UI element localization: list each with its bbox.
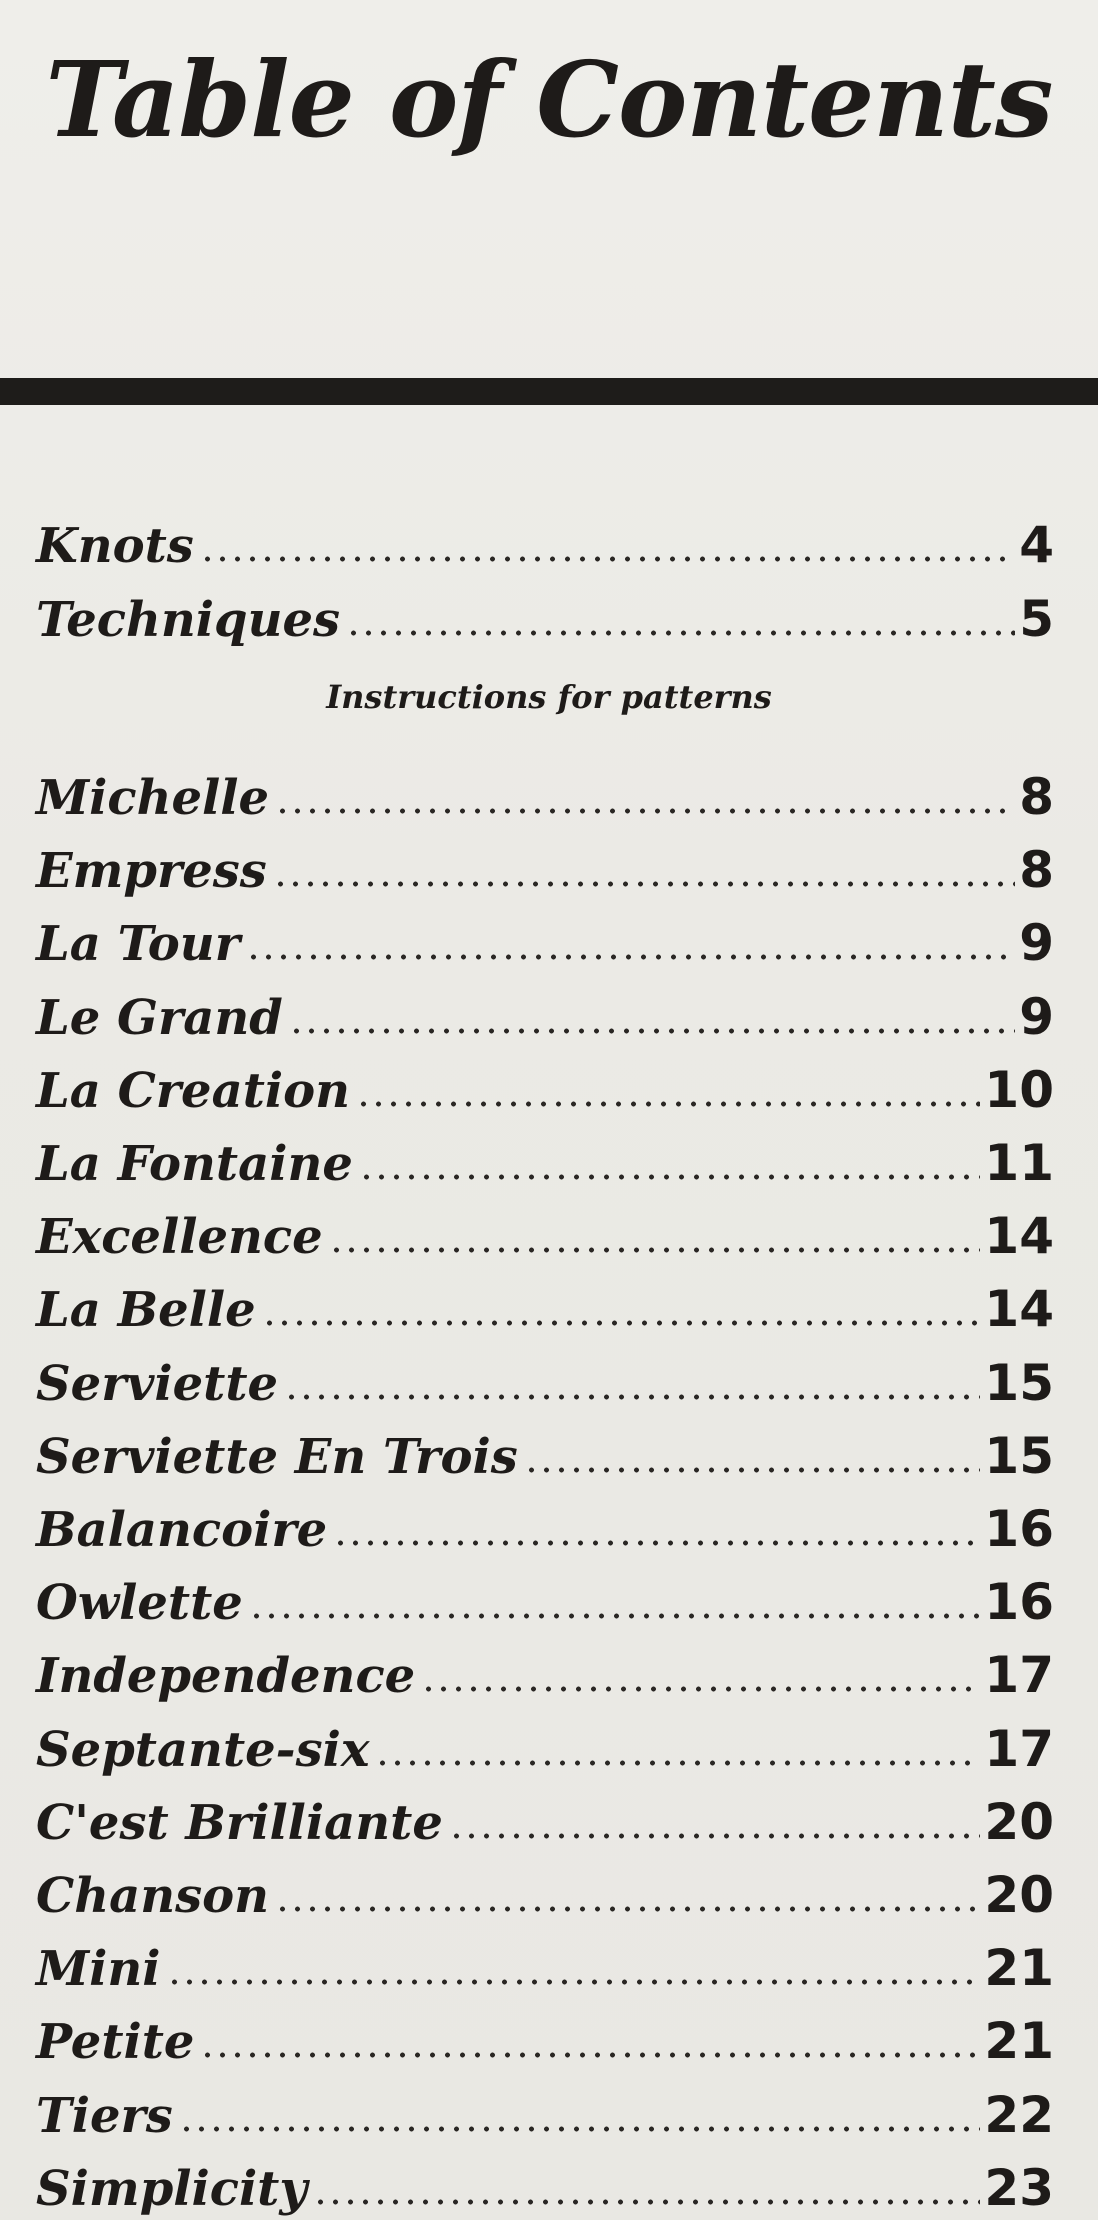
toc-entry-title: Empress <box>36 843 267 900</box>
toc-entry-page-number: 9 <box>1019 987 1054 1046</box>
dot-leader <box>200 556 1015 562</box>
toc-entry-page-number: 16 <box>984 1500 1054 1558</box>
toc-entry-title: Septante-six <box>36 1721 370 1778</box>
toc-entry <box>36 2068 1054 2144</box>
dot-leader <box>346 630 1015 636</box>
dot-leader <box>246 954 1015 960</box>
toc-entry-page-number: 20 <box>984 1792 1054 1851</box>
toc-entry-page-number: 21 <box>984 2012 1054 2071</box>
dot-leader <box>356 1101 980 1107</box>
toc-entry-page-number: 23 <box>984 2158 1054 2217</box>
toc-entry <box>36 823 1054 900</box>
dot-leader <box>262 1320 981 1326</box>
dot-leader <box>333 1540 980 1546</box>
dot-leader <box>329 1247 981 1253</box>
toc-entry-page-number: 22 <box>984 2085 1054 2144</box>
dot-leader <box>275 1906 980 1912</box>
toc-entry-title: La Belle <box>36 1282 256 1339</box>
toc-entry-title: Michelle <box>36 770 270 826</box>
header-divider <box>0 378 1098 405</box>
dot-leader <box>249 1613 981 1619</box>
dot-leader <box>359 1174 981 1180</box>
toc-entry-page-number: 11 <box>984 1134 1054 1192</box>
dot-leader <box>275 808 1015 814</box>
toc-entry <box>36 1848 1054 1924</box>
toc-entry-title: Serviette <box>36 1355 279 1412</box>
dot-leader <box>200 2052 980 2058</box>
toc-entry-page-number: 8 <box>1019 768 1054 826</box>
toc-entry-page-number: 5 <box>1019 590 1054 648</box>
toc-entry-page-number: 16 <box>984 1573 1054 1632</box>
toc-entry-page-number: 14 <box>984 1280 1054 1339</box>
toc-entry <box>36 2141 1054 2217</box>
dot-leader <box>167 1979 981 1985</box>
toc-entry <box>36 1409 1054 1485</box>
toc-entry <box>36 1043 1054 1119</box>
toc-entry <box>36 1482 1054 1558</box>
toc-entry <box>36 498 1054 574</box>
toc-entry <box>36 970 1054 1046</box>
toc-entry-title: La Tour <box>36 916 240 973</box>
toc-entry-title: La Fontaine <box>36 1136 353 1192</box>
toc-entry <box>36 1555 1054 1632</box>
toc-entry-title: Le Grand <box>36 989 283 1046</box>
toc-entry-page-number: 4 <box>1019 516 1054 574</box>
dot-leader <box>375 1760 980 1766</box>
toc-entry-page-number: 10 <box>984 1060 1054 1119</box>
dot-leader <box>179 2126 981 2132</box>
toc-entry <box>36 1994 1054 2071</box>
toc-entry-title: Chanson <box>36 1868 270 1924</box>
toc-entry-title: Simplicity <box>36 2160 308 2217</box>
toc-entry-title: Excellence <box>36 1209 323 1266</box>
dot-leader <box>421 1686 980 1692</box>
toc-entry <box>36 572 1054 648</box>
toc-entry-title: Owlette <box>36 1575 243 1632</box>
dot-leader <box>273 881 1015 887</box>
toc-entry-page-number: 14 <box>984 1207 1054 1266</box>
patterns-subheading: Instructions for patterns <box>326 678 772 716</box>
toc-entry-page-number: 21 <box>984 1939 1054 1998</box>
page-title: Table of Contents <box>45 38 1053 161</box>
toc-entry-title: Balancoire <box>36 1502 328 1558</box>
toc-entry-title: Techniques <box>36 592 341 648</box>
toc-entry-page-number: 17 <box>984 1646 1054 1705</box>
toc-entry <box>36 1775 1054 1851</box>
toc-entry-page-number: 15 <box>984 1353 1054 1412</box>
toc-entry-page-number: 20 <box>984 1866 1054 1924</box>
toc-entry-title: Knots <box>36 518 194 574</box>
toc-entry <box>36 1921 1054 1998</box>
dot-leader <box>289 1028 1015 1034</box>
toc-entry-title: Tiers <box>36 2087 173 2144</box>
toc-entry-page-number: 8 <box>1019 841 1054 900</box>
dot-leader <box>449 1833 981 1839</box>
dot-leader <box>524 1467 981 1473</box>
toc-entry-page-number: 17 <box>984 1719 1054 1778</box>
toc-entry <box>36 1116 1054 1192</box>
dot-leader <box>284 1394 980 1400</box>
toc-entry-title: Mini <box>36 1941 161 1998</box>
toc-entry-page-number: 9 <box>1019 914 1054 973</box>
toc-entry <box>36 896 1054 973</box>
toc-entry-title: C'est Brilliante <box>36 1794 443 1851</box>
toc-entry <box>36 1262 1054 1339</box>
toc-entry <box>36 1702 1054 1778</box>
toc-entry <box>36 1336 1054 1412</box>
toc-entry <box>36 750 1054 826</box>
toc-entry-page-number: 15 <box>984 1426 1054 1485</box>
dot-leader <box>313 2199 980 2205</box>
toc-entry-title: La Creation <box>36 1062 351 1119</box>
toc-entry-title: Serviette En Trois <box>36 1428 518 1485</box>
toc-entry-title: Petite <box>36 2014 195 2071</box>
toc-entry <box>36 1628 1054 1705</box>
toc-entry-title: Independence <box>36 1648 416 1705</box>
toc-entry <box>36 1189 1054 1266</box>
